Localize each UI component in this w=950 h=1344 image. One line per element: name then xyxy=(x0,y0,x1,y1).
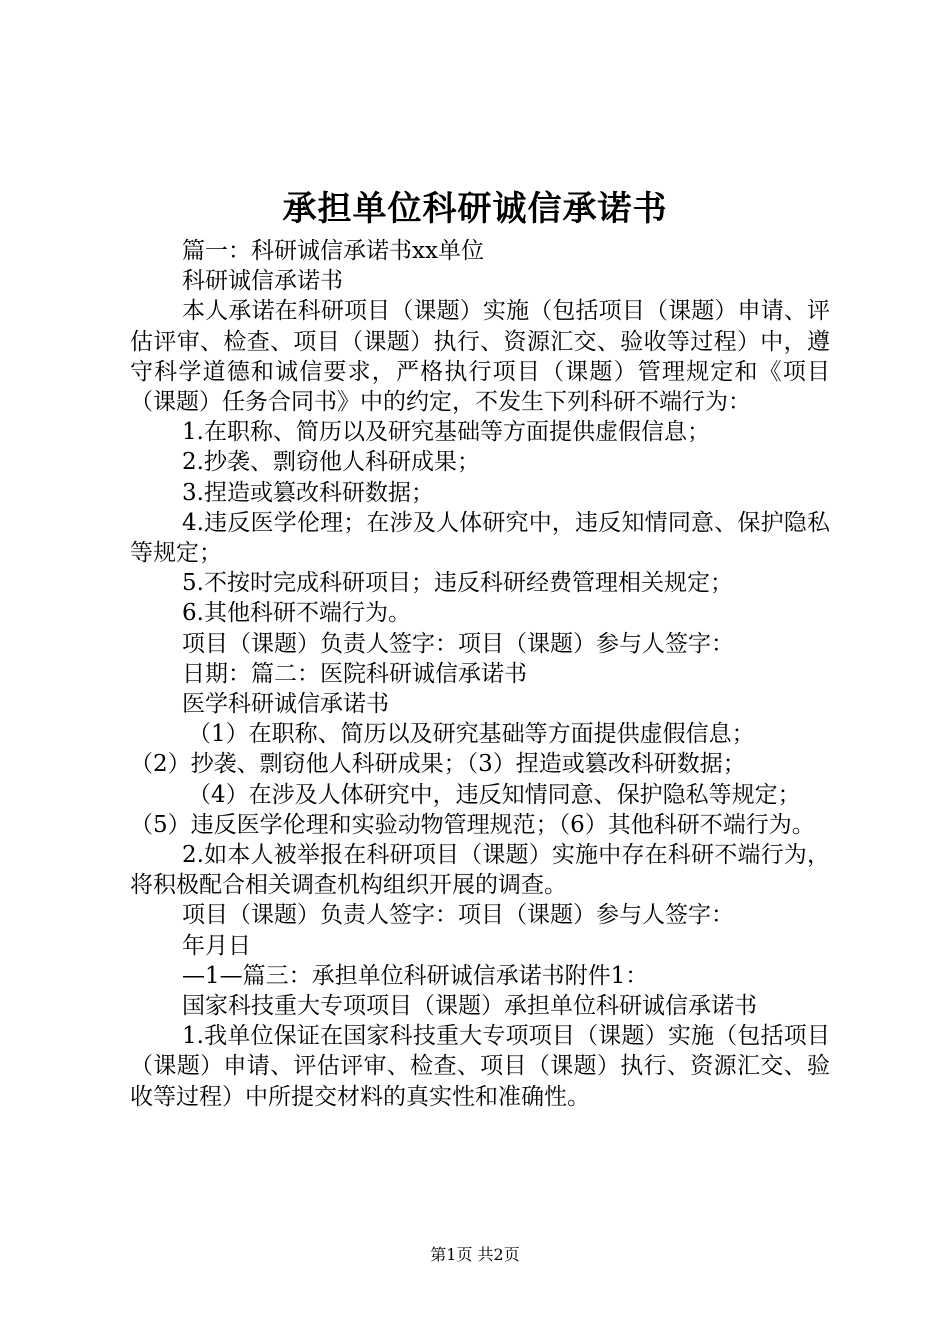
paragraph: 2.抄袭、剽窃他人科研成果； xyxy=(182,449,480,476)
paragraph: 5.不按时完成科研项目；违反科研经费管理相关规定； xyxy=(182,570,733,597)
paragraph: （5）违反医学伦理和实验动物管理规范；（6）其他科研不端行为。 xyxy=(130,811,815,838)
paragraph: 4.违反医学伦理；在涉及人体研究中，违反知情同意、保护隐私等规定； xyxy=(130,509,830,567)
paragraph: 科研诚信承诺书 xyxy=(182,268,343,295)
paragraph: 日期：篇二：医院科研诚信承诺书 xyxy=(182,660,527,687)
paragraph: 医学科研诚信承诺书 xyxy=(182,691,389,718)
paragraph: （4）在涉及人体研究中，违反知情同意、保护隐私等规定； xyxy=(188,781,801,808)
paragraph: （2）抄袭、剽窃他人科研成果；（3）捏造或篡改科研数据； xyxy=(130,751,746,778)
paragraph: 篇一：科研诚信承诺书xx单位 xyxy=(182,238,484,264)
paragraph: 1.我单位保证在国家科技重大专项项目（课题）实施（包括项目（课题）申请、评估评审、检查、项目（课题）执行、资源汇交、验收等过程）中所提交材料的真实性和准确性。 xyxy=(130,1023,830,1110)
paragraph: 项目（课题）负责人签字：项目（课题）参与人签字： xyxy=(182,630,734,657)
paragraph: 本人承诺在科研项目（课题）实施（包括项目（课题）申请、评估评审、检查、项目（课题）执行、资源汇交、验收等过程）中，遵守科学道德和诚信要求，严格执行项目（课题）管理规定和《项目（课题）任务合同书》中的约定，不发生下列科研不端行为： xyxy=(130,298,830,416)
document-title: 承担单位科研诚信承诺书 xyxy=(282,189,668,229)
paragraph: 年月日 xyxy=(182,932,251,959)
page-footer: 第1页 共2页 xyxy=(430,1245,520,1264)
document-body xyxy=(130,236,830,1112)
paragraph: 1.在职称、简历以及研究基础等方面提供虚假信息； xyxy=(182,419,710,446)
paragraph: —1—篇三：承担单位科研诚信承诺书附件1： xyxy=(182,962,649,989)
paragraph: 国家科技重大专项项目（课题）承担单位科研诚信承诺书 xyxy=(182,993,757,1020)
paragraph: 2.如本人被举报在科研项目（课题）实施中存在科研不端行为，将积极配合相关调查机构组织开展的调查。 xyxy=(130,842,830,899)
paragraph: 项目（课题）负责人签字：项目（课题）参与人签字： xyxy=(182,902,734,929)
paragraph: 3.捏造或篡改科研数据； xyxy=(182,479,434,506)
paragraph: （1）在职称、简历以及研究基础等方面提供虚假信息； xyxy=(188,721,755,748)
paragraph: 6.其他科研不端行为。 xyxy=(182,600,411,627)
